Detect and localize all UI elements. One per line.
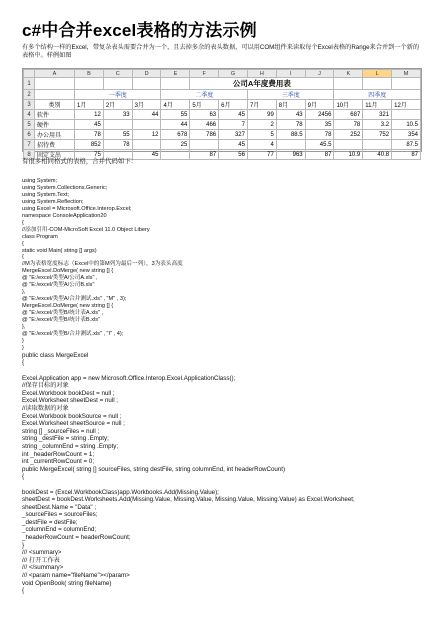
quarter-header: 一季度: [75, 90, 161, 100]
value-cell: 45: [132, 150, 161, 160]
code-line: Excel.Worksheet sheetSource = null ;: [22, 420, 125, 428]
code-line: @ "E:/excel/类型B/合并测试.xls" , "I" , 4);: [22, 330, 124, 337]
code-line: Excel.Workbook bookSource = null ;: [22, 412, 122, 420]
code-line: @ "E:/excel/类型B/统计表A.xls" ,: [22, 310, 104, 317]
month-header: 4月: [161, 100, 190, 110]
value-cell: 45: [219, 140, 248, 150]
code-line: @ "E:/excel/类型A/合并测试.xls" , "M" , 3);: [22, 296, 127, 303]
data-row: [24, 120, 421, 130]
code-line: //M为表格宽度标志（Excel中的第M列为最后一列），3为表头高度: [22, 261, 183, 268]
column-header: H: [247, 70, 276, 78]
value-cell: 35: [305, 120, 334, 130]
sheet-title: 公司A年度费用表: [190, 78, 334, 90]
code-line: using System.Reflection;: [22, 198, 84, 205]
value-cell: 77: [247, 150, 276, 160]
code-line: /// 打开工作表: [22, 556, 60, 564]
data-row: [24, 140, 421, 150]
value-cell: 33: [103, 110, 132, 120]
value-cell: 45: [219, 110, 248, 120]
value-cell: [276, 140, 305, 150]
code-line: string _columnEnd = string .Empty;: [22, 442, 119, 450]
code-intro-text: 有很多相同格式的表格，合并代码如下：: [22, 158, 138, 165]
code-line: @ "E:/excel/类型B/统计表B.xls": [22, 317, 101, 324]
month-header: 10月: [334, 100, 363, 110]
value-cell: 678: [161, 130, 190, 140]
value-cell: 55: [161, 110, 190, 120]
code-line: {: [22, 240, 24, 247]
code-line: [22, 481, 420, 489]
value-cell: [392, 110, 421, 120]
value-cell: 40.8: [363, 150, 392, 160]
value-cell: 87: [305, 150, 334, 160]
column-header: G: [219, 70, 248, 78]
category-cell: 软件: [35, 110, 75, 120]
value-cell: 786: [190, 130, 219, 140]
value-cell: 78: [276, 120, 305, 130]
code-line: /// <param name="fileName"></param>: [22, 572, 130, 580]
value-cell: 45.5: [305, 140, 334, 150]
column-header: F: [190, 70, 219, 78]
code-line: {: [22, 219, 24, 226]
value-cell: 852: [75, 140, 104, 150]
category-cell: 固定支出: [35, 150, 75, 160]
code-line: Excel.Worksheet sheetDest = null ;: [22, 397, 119, 405]
code-line: [22, 367, 420, 375]
code-line: string _destFile = string .Empty;: [22, 435, 109, 443]
month-header: 11月: [363, 100, 392, 110]
month-header: 3月: [132, 100, 161, 110]
code-line: class Program: [22, 233, 58, 240]
data-row: [24, 130, 421, 140]
value-cell: 963: [276, 150, 305, 160]
code-line: public MergeExcel( string [] sourceFiles, string destFile, string columnEnd, int headerRowCount): [22, 465, 286, 473]
value-cell: 78: [75, 130, 104, 140]
value-cell: 75: [75, 150, 104, 160]
code-line: using System.Text;: [22, 191, 69, 198]
value-cell: 45: [75, 120, 104, 130]
intro-paragraph: 有多个结构一样的Excel，带复杂表头需要合并为一个，且去掉多余的表头数据，可以用COM组件来读取每个Excel表格的Range来合并到一个新的表格中。样例如图: [22, 44, 420, 60]
value-cell: 354: [392, 130, 421, 140]
quarter-header: 二季度: [161, 90, 247, 100]
value-cell: 78: [305, 130, 334, 140]
value-cell: 466: [190, 120, 219, 130]
code-line: {: [22, 473, 25, 481]
value-cell: [161, 150, 190, 160]
code-line: public class MergeExcel: [22, 351, 89, 359]
code-line: int _headerRowCount = 1;: [22, 450, 95, 458]
month-header: 12月: [392, 100, 421, 110]
code-line: sheetDest.Name = "Data" ;: [22, 503, 97, 511]
code-line: }: [22, 344, 24, 351]
value-cell: 7: [219, 120, 248, 130]
code-line: string [] _sourceFiles = null ;: [22, 427, 100, 435]
code-line: Excel.Workbook bookDest = null ;: [22, 389, 115, 397]
value-cell: [334, 140, 363, 150]
code-line: void OpenBook( string fileName): [22, 579, 112, 587]
row-number: 7: [24, 140, 35, 150]
row-number: 5: [24, 120, 35, 130]
code-line: bookDest = (Excel.WorkbookClass)app.Workbooks.Add(Missing.Value);: [22, 488, 219, 496]
code-line: }: [22, 337, 24, 344]
month-header: 5月: [190, 100, 219, 110]
column-header-selected: L: [363, 70, 392, 78]
code-line: _sourceFiles = sourceFiles;: [22, 511, 98, 519]
category-header: 类别: [35, 100, 75, 110]
code-line: using System.Collections.Generic;: [22, 184, 108, 191]
value-cell: 2: [247, 120, 276, 130]
row-number: 2: [24, 90, 35, 100]
category-cell: 办公用具: [35, 130, 75, 140]
value-cell: 25: [161, 140, 190, 150]
column-header: B: [75, 70, 104, 78]
value-cell: 2456: [305, 110, 334, 120]
month-header: 9月: [305, 100, 334, 110]
code-section-class: [22, 352, 420, 595]
value-cell: 44: [161, 120, 190, 130]
value-cell: 87: [392, 150, 421, 160]
value-cell: 3.2: [363, 120, 392, 130]
code-line: using Excel = Microsoft.Office.Interop.Excel;: [22, 205, 132, 212]
value-cell: 87.5: [392, 140, 421, 150]
value-cell: [132, 120, 161, 130]
code-line: {: [22, 587, 25, 595]
value-cell: 44: [132, 110, 161, 120]
code-line: MergeExcel.DoMerge( new string [] {: [22, 268, 114, 275]
value-cell: 78: [334, 120, 363, 130]
column-header: E: [161, 70, 190, 78]
code-block: [22, 178, 420, 595]
spreadsheet-table: [23, 69, 421, 160]
code-line: static void Main( string [] args): [22, 247, 97, 254]
code-line: @ "E:/excel/类型A/公司A.xls" ,: [22, 275, 98, 282]
corner-cell: [24, 70, 35, 78]
code-line: Excel.Application app = new Microsoft.Office.Interop.Excel.ApplicationClass();: [22, 374, 236, 382]
value-cell: 321: [363, 110, 392, 120]
value-cell: [103, 120, 132, 130]
month-header: 7月: [247, 100, 276, 110]
code-line: _destFile = destFile;: [22, 518, 78, 526]
value-cell: 4: [247, 140, 276, 150]
sheet-row: [24, 100, 421, 110]
value-cell: 56: [219, 150, 248, 160]
code-line: _columnEnd = columnEnd;: [22, 526, 97, 534]
column-header: K: [334, 70, 363, 78]
row-number: 1: [24, 78, 35, 90]
value-cell: 55: [103, 130, 132, 140]
value-cell: 43: [276, 110, 305, 120]
row-number: 8: [24, 150, 35, 160]
code-line: //添加引用-COM-MicroSoft Excel 11.0 Object Libery: [22, 226, 150, 233]
month-header: 6月: [219, 100, 248, 110]
code-line: using System;: [22, 178, 58, 184]
value-cell: 687: [334, 110, 363, 120]
code-line: MergeExcel.DoMerge( new string [] {: [22, 303, 114, 310]
month-header: 8月: [276, 100, 305, 110]
category-cell: 招待费: [35, 140, 75, 150]
value-cell: 10.5: [392, 120, 421, 130]
page-title: c#中合并excel表格的方法示例: [22, 21, 257, 40]
code-line: @ "E:/excel/类型A/公司B.xls": [22, 282, 95, 289]
month-header: 2月: [103, 100, 132, 110]
value-cell: 5: [247, 130, 276, 140]
code-line: /// </summary>: [22, 564, 64, 572]
value-cell: 99: [247, 110, 276, 120]
column-header: D: [132, 70, 161, 78]
column-header-row: [24, 70, 421, 78]
quarter-header: 三季度: [247, 90, 333, 100]
code-line: int _currentRowCount = 0;: [22, 458, 95, 466]
code-line: },: [22, 324, 26, 331]
data-row: [24, 110, 421, 120]
value-cell: [363, 140, 392, 150]
row-number: 4: [24, 110, 35, 120]
quarter-header: 四季度: [334, 90, 421, 100]
column-header: M: [392, 70, 421, 78]
column-header: C: [103, 70, 132, 78]
value-cell: 63: [190, 110, 219, 120]
excel-sample-image: [22, 68, 422, 159]
value-cell: 12: [132, 130, 161, 140]
code-line: _headerRowCount = headerRowCount;: [22, 534, 131, 542]
sheet-row: [24, 90, 421, 100]
code-line: },: [22, 289, 26, 296]
code-line: //保存目标的对象: [22, 382, 69, 390]
code-line: }: [22, 541, 25, 549]
column-header: I: [276, 70, 305, 78]
column-header: A: [35, 70, 75, 78]
value-cell: 10.9: [334, 150, 363, 160]
category-cell: 硬件: [35, 120, 75, 130]
month-header: 1月: [75, 100, 104, 110]
value-cell: 88.5: [276, 130, 305, 140]
value-cell: 87: [190, 150, 219, 160]
value-cell: 78: [103, 140, 132, 150]
value-cell: [190, 140, 219, 150]
value-cell: [132, 140, 161, 150]
code-line: {: [22, 254, 24, 261]
code-line: //读取数据的对象: [22, 404, 69, 412]
value-cell: 327: [219, 130, 248, 140]
code-section-main: [22, 178, 420, 352]
row-number: 6: [24, 130, 35, 140]
sheet-row: [24, 78, 421, 90]
code-line: namespace ConsoleApplication20: [22, 212, 107, 219]
value-cell: 12: [75, 110, 104, 120]
code-line: {: [22, 359, 25, 367]
value-cell: 252: [334, 130, 363, 140]
code-line: sheetDest = bookDest.Worksheets.Add(Missing.Value, Missing.Value, Missing.Value, Missing.Value) as Excel.Worksheet;: [22, 496, 355, 504]
value-cell: 752: [363, 130, 392, 140]
code-line: /// <summary>: [22, 549, 62, 557]
row-number: 3: [24, 100, 35, 110]
column-header: J: [305, 70, 334, 78]
